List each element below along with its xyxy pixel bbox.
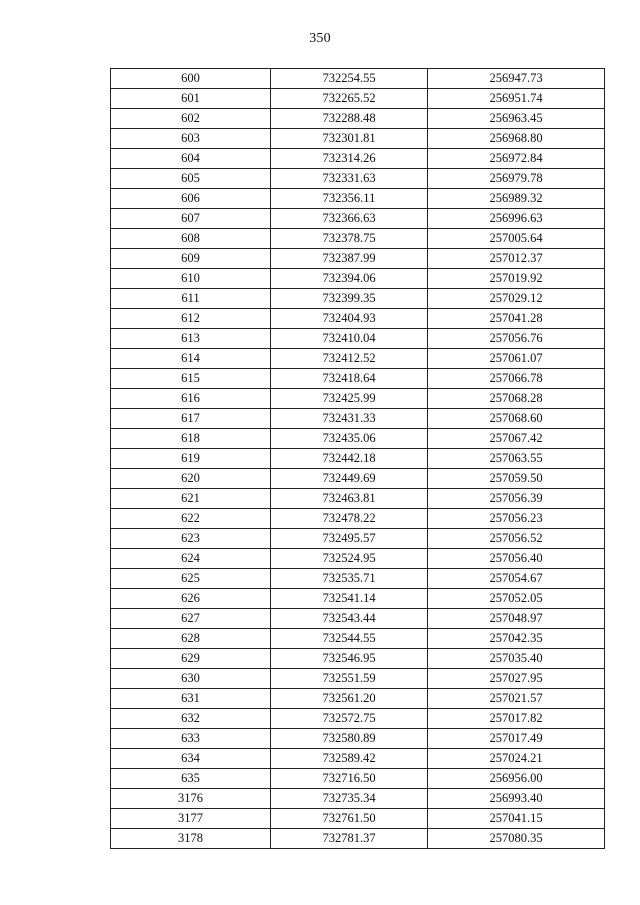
point-number-cell: 610 — [111, 269, 271, 289]
point-number-cell: 613 — [111, 329, 271, 349]
y-coordinate-cell: 256996.63 — [428, 209, 605, 229]
y-coordinate-cell: 257052.05 — [428, 589, 605, 609]
y-coordinate-cell: 257005.64 — [428, 229, 605, 249]
coordinates-table — [110, 68, 605, 849]
x-coordinate-cell: 732288.48 — [271, 109, 428, 129]
point-number-cell: 626 — [111, 589, 271, 609]
table-row — [111, 549, 605, 569]
point-number-cell: 627 — [111, 609, 271, 629]
x-coordinate-cell: 732546.95 — [271, 649, 428, 669]
table-row — [111, 749, 605, 769]
y-coordinate-cell: 257068.60 — [428, 409, 605, 429]
table-row — [111, 69, 605, 89]
point-number-cell: 628 — [111, 629, 271, 649]
y-coordinate-cell: 257056.52 — [428, 529, 605, 549]
x-coordinate-cell: 732580.89 — [271, 729, 428, 749]
table-row — [111, 609, 605, 629]
point-number-cell: 623 — [111, 529, 271, 549]
y-coordinate-cell: 257024.21 — [428, 749, 605, 769]
x-coordinate-cell: 732366.63 — [271, 209, 428, 229]
y-coordinate-cell: 257061.07 — [428, 349, 605, 369]
y-coordinate-cell: 257027.95 — [428, 669, 605, 689]
point-number-cell: 3176 — [111, 789, 271, 809]
x-coordinate-cell: 732761.50 — [271, 809, 428, 829]
y-coordinate-cell: 257063.55 — [428, 449, 605, 469]
table-row — [111, 589, 605, 609]
x-coordinate-cell: 732463.81 — [271, 489, 428, 509]
table-row — [111, 149, 605, 169]
point-number-cell: 612 — [111, 309, 271, 329]
y-coordinate-cell: 257056.76 — [428, 329, 605, 349]
y-coordinate-cell: 257021.57 — [428, 689, 605, 709]
x-coordinate-cell: 732399.35 — [271, 289, 428, 309]
point-number-cell: 624 — [111, 549, 271, 569]
y-coordinate-cell: 257080.35 — [428, 829, 605, 849]
x-coordinate-cell: 732449.69 — [271, 469, 428, 489]
x-coordinate-cell: 732442.18 — [271, 449, 428, 469]
point-number-cell: 609 — [111, 249, 271, 269]
y-coordinate-cell: 257019.92 — [428, 269, 605, 289]
y-coordinate-cell: 257056.40 — [428, 549, 605, 569]
y-coordinate-cell: 256972.84 — [428, 149, 605, 169]
x-coordinate-cell: 732331.63 — [271, 169, 428, 189]
x-coordinate-cell: 732524.95 — [271, 549, 428, 569]
table-row — [111, 349, 605, 369]
table-row — [111, 249, 605, 269]
y-coordinate-cell: 257056.23 — [428, 509, 605, 529]
point-number-cell: 618 — [111, 429, 271, 449]
table-row — [111, 709, 605, 729]
y-coordinate-cell: 257066.78 — [428, 369, 605, 389]
x-coordinate-cell: 732254.55 — [271, 69, 428, 89]
point-number-cell: 614 — [111, 349, 271, 369]
point-number-cell: 3178 — [111, 829, 271, 849]
y-coordinate-cell: 256989.32 — [428, 189, 605, 209]
x-coordinate-cell: 732535.71 — [271, 569, 428, 589]
point-number-cell: 631 — [111, 689, 271, 709]
point-number-cell: 603 — [111, 129, 271, 149]
point-number-cell: 605 — [111, 169, 271, 189]
table-row — [111, 789, 605, 809]
point-number-cell: 633 — [111, 729, 271, 749]
y-coordinate-cell: 257059.50 — [428, 469, 605, 489]
table-row — [111, 689, 605, 709]
page-number: 350 — [309, 31, 331, 46]
x-coordinate-cell: 732435.06 — [271, 429, 428, 449]
y-coordinate-cell: 256947.73 — [428, 69, 605, 89]
x-coordinate-cell: 732404.93 — [271, 309, 428, 329]
table-row — [111, 569, 605, 589]
x-coordinate-cell: 732418.64 — [271, 369, 428, 389]
table-row — [111, 769, 605, 789]
point-number-cell: 630 — [111, 669, 271, 689]
point-number-cell: 625 — [111, 569, 271, 589]
y-coordinate-cell: 257041.28 — [428, 309, 605, 329]
point-number-cell: 3177 — [111, 809, 271, 829]
point-number-cell: 634 — [111, 749, 271, 769]
point-number-cell: 622 — [111, 509, 271, 529]
y-coordinate-cell: 257048.97 — [428, 609, 605, 629]
point-number-cell: 602 — [111, 109, 271, 129]
table-row — [111, 189, 605, 209]
x-coordinate-cell: 732735.34 — [271, 789, 428, 809]
table-row — [111, 809, 605, 829]
y-coordinate-cell: 257029.12 — [428, 289, 605, 309]
point-number-cell: 632 — [111, 709, 271, 729]
x-coordinate-cell: 732572.75 — [271, 709, 428, 729]
y-coordinate-cell: 256951.74 — [428, 89, 605, 109]
x-coordinate-cell: 732378.75 — [271, 229, 428, 249]
y-coordinate-cell: 257068.28 — [428, 389, 605, 409]
table-row — [111, 229, 605, 249]
point-number-cell: 601 — [111, 89, 271, 109]
table-row — [111, 829, 605, 849]
x-coordinate-cell: 732410.04 — [271, 329, 428, 349]
table-row — [111, 509, 605, 529]
y-coordinate-cell: 257054.67 — [428, 569, 605, 589]
point-number-cell: 615 — [111, 369, 271, 389]
table-row — [111, 669, 605, 689]
x-coordinate-cell: 732478.22 — [271, 509, 428, 529]
point-number-cell: 604 — [111, 149, 271, 169]
table-row — [111, 409, 605, 429]
point-number-cell: 629 — [111, 649, 271, 669]
y-coordinate-cell: 257041.15 — [428, 809, 605, 829]
y-coordinate-cell: 257017.82 — [428, 709, 605, 729]
table-row — [111, 129, 605, 149]
point-number-cell: 635 — [111, 769, 271, 789]
x-coordinate-cell: 732301.81 — [271, 129, 428, 149]
table-row — [111, 489, 605, 509]
table-row — [111, 729, 605, 749]
table-row — [111, 469, 605, 489]
y-coordinate-cell: 257017.49 — [428, 729, 605, 749]
table-row — [111, 389, 605, 409]
x-coordinate-cell: 732716.50 — [271, 769, 428, 789]
y-coordinate-cell: 257056.39 — [428, 489, 605, 509]
y-coordinate-cell: 257012.37 — [428, 249, 605, 269]
x-coordinate-cell: 732544.55 — [271, 629, 428, 649]
x-coordinate-cell: 732541.14 — [271, 589, 428, 609]
y-coordinate-cell: 256968.80 — [428, 129, 605, 149]
point-number-cell: 611 — [111, 289, 271, 309]
table-row — [111, 629, 605, 649]
point-number-cell: 606 — [111, 189, 271, 209]
x-coordinate-cell: 732314.26 — [271, 149, 428, 169]
point-number-cell: 607 — [111, 209, 271, 229]
point-number-cell: 619 — [111, 449, 271, 469]
x-coordinate-cell: 732551.59 — [271, 669, 428, 689]
table-row — [111, 429, 605, 449]
table-row — [111, 289, 605, 309]
x-coordinate-cell: 732781.37 — [271, 829, 428, 849]
table-row — [111, 89, 605, 109]
y-coordinate-cell: 257035.40 — [428, 649, 605, 669]
point-number-cell: 617 — [111, 409, 271, 429]
x-coordinate-cell: 732412.52 — [271, 349, 428, 369]
y-coordinate-cell: 256963.45 — [428, 109, 605, 129]
table-row — [111, 529, 605, 549]
table-row — [111, 369, 605, 389]
point-number-cell: 620 — [111, 469, 271, 489]
x-coordinate-cell: 732561.20 — [271, 689, 428, 709]
y-coordinate-cell: 257042.35 — [428, 629, 605, 649]
x-coordinate-cell: 732495.57 — [271, 529, 428, 549]
x-coordinate-cell: 732431.33 — [271, 409, 428, 429]
y-coordinate-cell: 256956.00 — [428, 769, 605, 789]
coordinates-table-body — [111, 69, 605, 849]
x-coordinate-cell: 732543.44 — [271, 609, 428, 629]
point-number-cell: 608 — [111, 229, 271, 249]
point-number-cell: 616 — [111, 389, 271, 409]
x-coordinate-cell: 732394.06 — [271, 269, 428, 289]
table-row — [111, 309, 605, 329]
table-row — [111, 169, 605, 189]
x-coordinate-cell: 732265.52 — [271, 89, 428, 109]
table-row — [111, 209, 605, 229]
x-coordinate-cell: 732356.11 — [271, 189, 428, 209]
table-row — [111, 109, 605, 129]
x-coordinate-cell: 732589.42 — [271, 749, 428, 769]
table-row — [111, 649, 605, 669]
point-number-cell: 600 — [111, 69, 271, 89]
y-coordinate-cell: 256979.78 — [428, 169, 605, 189]
y-coordinate-cell: 257067.42 — [428, 429, 605, 449]
y-coordinate-cell: 256993.40 — [428, 789, 605, 809]
table-row — [111, 269, 605, 289]
table-row — [111, 329, 605, 349]
x-coordinate-cell: 732387.99 — [271, 249, 428, 269]
table-row — [111, 449, 605, 469]
x-coordinate-cell: 732425.99 — [271, 389, 428, 409]
point-number-cell: 621 — [111, 489, 271, 509]
